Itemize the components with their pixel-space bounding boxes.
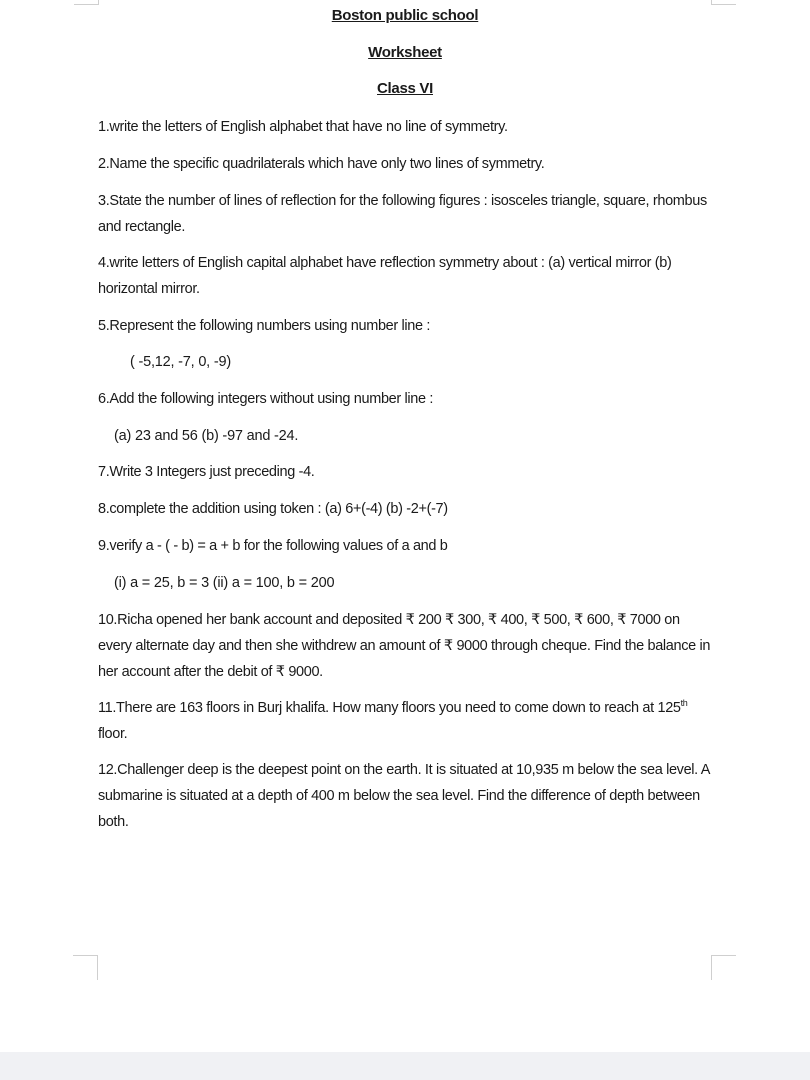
question-9-parts: (i) a = 25, b = 3 (ii) a = 100, b = 200 [114, 575, 335, 591]
question-11-number: 125 [657, 700, 681, 716]
page-corner-mark [711, 0, 736, 5]
question-2: 2.Name the specific quadrilaterals which have only two lines of symmetry. [98, 156, 545, 172]
question-5-values: ( -5,12, -7, 0, -9) [130, 354, 231, 370]
question-1: 1.write the letters of English alphabet that have no line of symmetry. [98, 119, 508, 135]
question-11-text: 11.There are 163 floors in Burj khalifa. How many floors you need to come down to reach at [98, 700, 658, 716]
question-10: 10.Richa opened her bank account and deposited ₹ 200 ₹ 300, ₹ 400, ₹ 500, ₹ 600, ₹ 7000 on every alternate day and then she withdrew an amount of ₹ 9000 through cheque. Find the balance in her account after the debit of ₹ 9000. [98, 612, 711, 680]
class-label: Class VI [377, 80, 433, 97]
question-7: 7.Write 3 Integers just preceding -4. [98, 464, 315, 480]
question-4: 4.write letters of English capital alphabet have reflection symmetry about : (a) vertical mirror (b) horizontal mirror. [98, 255, 672, 297]
page-corner-mark [74, 0, 99, 5]
question-11-ordinal: th [680, 698, 688, 709]
page-corner-mark [73, 955, 98, 980]
viewer-bottom-bar [0, 1052, 810, 1080]
question-5: 5.Represent the following numbers using number line : [98, 318, 431, 334]
question-11 [98, 695, 713, 747]
question-6: 6.Add the following integers without using number line : [98, 391, 434, 407]
question-12: 12.Challenger deep is the deepest point on the earth. It is situated at 10,935 m below the sea level. A submarine is situated at a depth of 400 m below the sea level. Find the difference of depth between both. [98, 762, 710, 830]
school-name: Boston public school [331, 7, 479, 24]
question-11-end: floor. [98, 726, 128, 742]
question-9: 9.verify a - ( - b) = a + b for the following values of a and b [98, 538, 448, 554]
question-6-parts: (a) 23 and 56 (b) -97 and -24. [114, 428, 299, 444]
question-3: 3.State the number of lines of reflection for the following figures : isosceles triangle, square, rhombus and rectangle. [98, 193, 707, 235]
worksheet-title: Worksheet [368, 44, 442, 61]
page-corner-mark [711, 955, 736, 980]
question-8: 8.complete the addition using token : (a) 6+(-4) (b) -2+(-7) [98, 501, 448, 517]
